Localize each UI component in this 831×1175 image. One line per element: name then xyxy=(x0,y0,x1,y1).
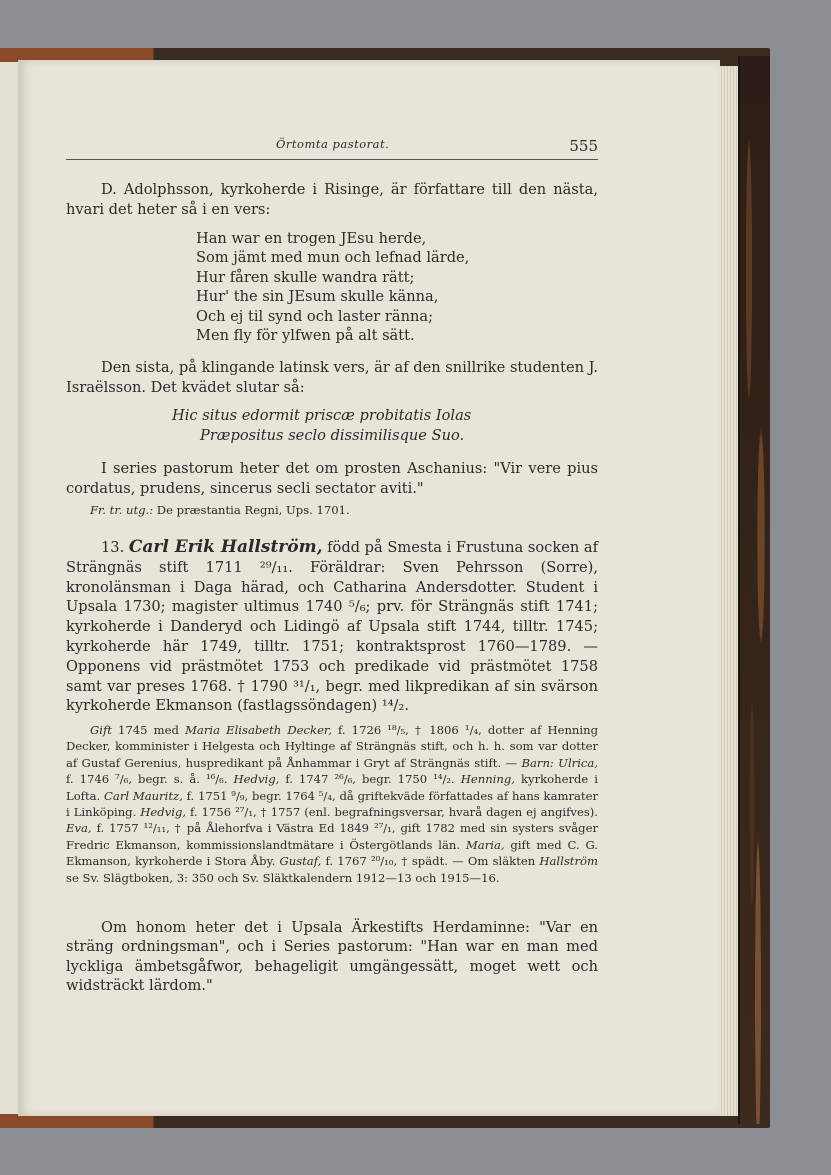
family-note-segment: Gustaf, xyxy=(279,854,322,869)
paragraph-second xyxy=(66,358,598,397)
family-note-segment: Maria Elisabeth Decker, xyxy=(185,723,332,737)
page-header xyxy=(66,133,598,160)
family-note-segment: Hedvig, xyxy=(140,805,187,820)
latin-line: Præpositus seclo dissimilisque Suo. xyxy=(200,427,465,444)
verse-line: Hur' the sin JEsum skulle känna, xyxy=(196,288,439,306)
verse-line: Som jämt med mun och lefnad lärde, xyxy=(196,249,470,267)
family-note-segment: Henning, xyxy=(460,772,515,787)
verse-line: Han war en trogen JEsu herde, xyxy=(196,230,427,247)
cover-bottom-edge xyxy=(0,1114,768,1128)
verse-line: Men fly för ylfwen på alt sätt. xyxy=(196,327,415,345)
paragraph-final-text: Om honom heter det i Upsala Ärkestifts Herdaminne: "Var en sträng ordningsman", och i Series pastorum: "Han war en man med lyckliga ämbetsgåfwor, behageligit umgängessätt, moget wett och widsträckt lärdom." xyxy=(66,919,598,995)
family-note-segment: f. 1767 ²⁰/₁₀, † spädt. — Om släkten xyxy=(321,854,540,869)
family-note-segment: f. 1726 ¹⁸/₅, † 1806 ¹/₄, dotter af Henning Decker, komminister i Helgesta och Hyltinge af Strängnäs stift, och h. h. som var dotter af Gustaf Gerenius, huspredikant på Ånhammar i Gryt af Strängnäs stift. — xyxy=(66,723,598,770)
paragraph-third xyxy=(66,459,598,498)
family-note-segment: Hallström xyxy=(539,854,598,869)
family-note-segment: f. 1751 ⁹/₉, begr. 1764 ⁵/₄, då griftekväde författades af hans kamrater i Linköping. xyxy=(66,788,598,820)
marbled-cover-edge xyxy=(738,56,770,1124)
facing-page-edge xyxy=(0,62,19,1114)
paragraph-second-text: Den sista, på klingande latinsk vers, är af den snillrike studenten J. Israëlsson. Det kvädet slutar så: xyxy=(66,359,598,396)
entry-13 xyxy=(66,538,598,716)
family-note-text xyxy=(66,722,598,886)
family-note-segment: Hedvig, xyxy=(233,772,280,787)
source-note xyxy=(66,502,598,518)
entry-text: född på Smesta i Frustuna socken af Strängnäs stift 1711 ²⁹/₁₁. Föräldrar: Sven Pehrsson (Sorre), kronolänsman i Daga härad, och Catharina Andersdotter. Student i Upsala 1730; magister ultimus 1740 ⁵/₆; prv. för Strängnäs stift 1741; kyrkoherde i Danderyd och Lidingö af Upsala stift 1744, tilltr. 1745; kyrkoherde här 1749, tilltr. 1751; kontraktsprost 1760—1789. — Opponens vid prästmötet 1753 och predikade vid prästmötet 1758 samt var preses 1768. † 1790 ³¹/₁, begr. med likpredikan af sin svärson kyrkoherde Ekmanson (fastlagssöndagen) ¹⁴/₂. xyxy=(66,539,598,715)
source-note-text: De præstantia Regni, Ups. 1701. xyxy=(153,503,350,517)
latin-epitaph xyxy=(172,406,512,446)
family-note-segment: f. 1746 ⁷/₆, begr. s. å. ¹⁶/₆. xyxy=(66,772,234,787)
family-note-segment: kyrkoherde i Lofta. xyxy=(66,772,598,803)
family-note-segment: f. 1756 ²⁷/₁, † 1757 (enl. begrafningsversar, hvarå dagen ej angifves). xyxy=(186,805,598,820)
paragraph-intro xyxy=(66,180,598,219)
source-note-label: Fr. tr. utg.: xyxy=(90,503,154,517)
family-note-segment: Maria, xyxy=(465,837,505,852)
entry-number: 13. xyxy=(101,539,125,556)
running-title: Örtomta pastorat. xyxy=(276,137,390,151)
verse-line: Och ej til synd och laster ränna; xyxy=(196,307,433,325)
verse-block xyxy=(196,229,496,345)
family-note-segment: Carl Mauritz, xyxy=(104,788,183,803)
entry-name: Carl Erik Hallström, xyxy=(128,537,323,557)
family-note-segment: gift med C. G. Ekmanson, kyrkoherde i Stora Åby. xyxy=(66,837,598,869)
verse-line: Hur fåren skulle wandra rätt; xyxy=(196,268,415,286)
family-note-segment: f. 1757 ¹²/₁₁, † på Ålehorfva i Västra Ed 1849 ²⁷/₁, gift 1782 med sin systers svåger Fredric Ekmanson, kommissionslandtmätare i Östergötlands län. xyxy=(66,821,598,852)
latin-line: Hic situs edormit priscæ probitatis Iolas xyxy=(172,407,472,424)
family-note-segment: Eva, xyxy=(66,821,92,836)
paragraph-intro-text: D. Adolphsson, kyrkoherde i Risinge, är författare till den nästa, hvari det heter så i en vers: xyxy=(66,181,598,218)
family-note-segment: Barn: Ulrica, xyxy=(521,755,598,770)
page-number: 555 xyxy=(569,137,598,155)
family-note-segment: f. 1747 ²⁶/₆, begr. 1750 ¹⁴/₂. xyxy=(279,772,461,787)
family-note-segment: Gift xyxy=(90,723,112,737)
paragraph-third-text: I series pastorum heter det om prosten Aschanius: "Vir vere pius cordatus, prudens, sincerus secli sectator aviti." xyxy=(66,460,598,497)
family-note-segment: se Sv. Slägtboken, 3: 350 och Sv. Släktkalendern 1912—13 och 1915—16. xyxy=(66,870,500,885)
paragraph-final xyxy=(66,918,598,996)
family-note-segment: 1745 med xyxy=(111,723,186,737)
family-note xyxy=(66,722,598,886)
